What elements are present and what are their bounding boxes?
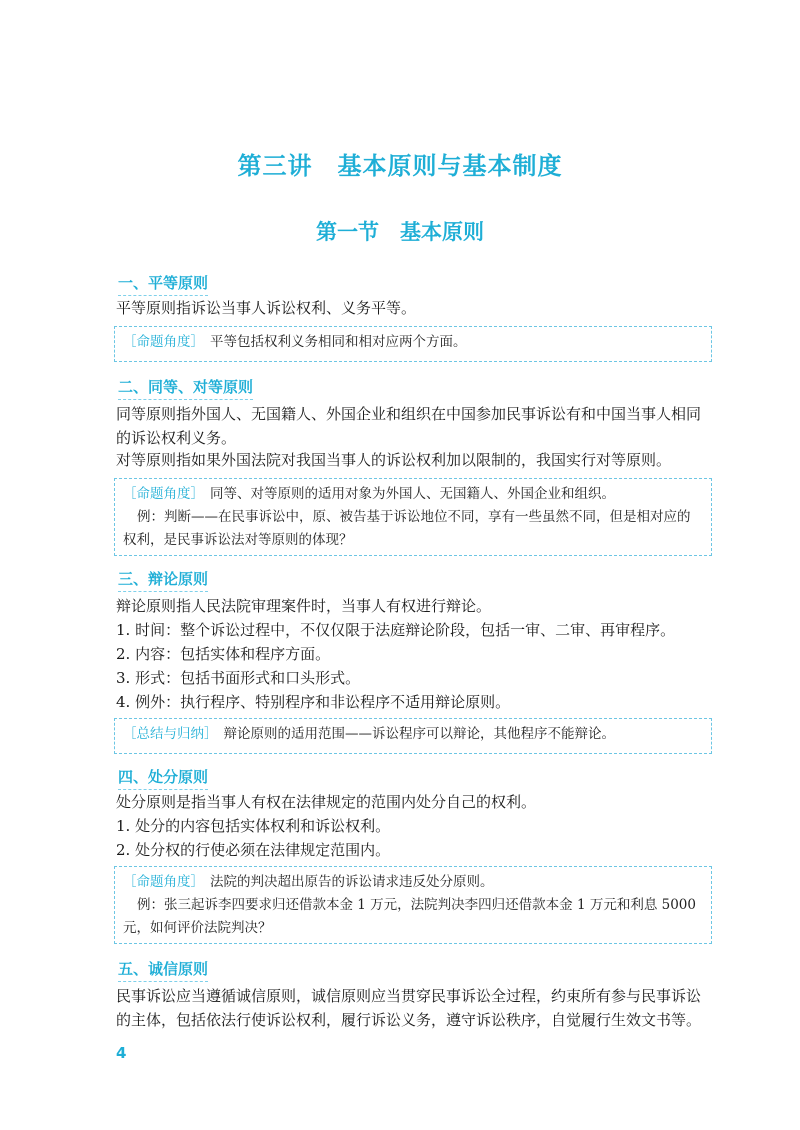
note-box-equality [114,326,712,362]
paragraph-equality: 平等原则指诉讼当事人诉讼权利、义务平等。 [116,299,417,317]
note-example: 例：张三起诉李四要求归还借款本金 1 万元，法院判决李四归还借款本金 1 万元和利息 5000 元，如何评价法院判决？ [123,897,696,936]
note-example: 例：判断——在民事诉讼中，原、被告基于诉讼地位不同，享有一些虽然不同，但是相对应的权利，是民事诉讼法对等原则的体现？ [123,509,691,548]
note-tag: ［命题角度］ [123,486,204,502]
list-item: 2. 处分权的行使必须在法律规定范围内。 [116,841,391,859]
paragraph-disposition: 处分原则是指当事人有权在法律规定的范围内处分自己的权利。 [116,793,537,811]
list-item: 3. 形式：包括书面形式和口头形式。 [116,669,361,687]
paragraph-equal-treatment: 同等原则指外国人、无国籍人、外国企业和组织在中国参加民事诉讼有和中国当事人相同的诉讼权利义务。 [116,405,702,447]
note-tag: ［命题角度］ [123,874,204,890]
heading-good-faith: 五、诚信原则 [118,958,208,982]
note-text: 平等包括权利义务相同和相对应两个方面。 [210,334,467,350]
paragraph-reciprocity: 对等原则指如果外国法院对我国当事人的诉讼权利加以限制的，我国实行对等原则。 [116,451,672,469]
note-text: 法院的判决超出原告的诉讼请求违反处分原则。 [210,874,494,890]
section-title: 第一节 基本原则 [316,219,484,244]
heading-disposition: 四、处分原则 [118,766,208,790]
paragraph-good-faith: 民事诉讼应当遵循诚信原则，诚信原则应当贯穿民事诉讼全过程，约束所有参与民事诉讼的主体，包括依法行使诉讼权利，履行诉讼义务，遵守诉讼秩序，自觉履行生效文书等。 [116,987,702,1029]
lecture-title: 第三讲 基本原则与基本制度 [237,151,563,180]
list-item: 4. 例外：执行程序、特别程序和非讼程序不适用辩论原则。 [116,693,511,711]
note-box-reciprocity [114,478,712,556]
note-text: 同等、对等原则的适用对象为外国人、无国籍人、外国企业和组织。 [210,486,615,502]
note-tag: ［命题角度］ [123,334,204,350]
list-item: 1. 时间：整个诉讼过程中，不仅仅限于法庭辩论阶段，包括一审、二审、再审程序。 [116,621,676,639]
note-box-debate [114,718,712,754]
page-number: 4 [116,1044,127,1062]
list-item: 2. 内容：包括实体和程序方面。 [116,645,331,663]
list-item: 1. 处分的内容包括实体权利和诉讼权利。 [116,817,391,835]
heading-debate: 三、辩论原则 [118,568,208,592]
note-text: 辩论原则的适用范围——诉讼程序可以辩论，其他程序不能辩论。 [223,726,615,742]
note-tag: ［总结与归纳］ [123,726,218,742]
paragraph-debate: 辩论原则指人民法院审理案件时，当事人有权进行辩论。 [116,597,492,615]
heading-equality: 一、平等原则 [118,272,208,296]
note-box-disposition [114,866,712,944]
heading-reciprocity: 二、同等、对等原则 [118,376,253,400]
